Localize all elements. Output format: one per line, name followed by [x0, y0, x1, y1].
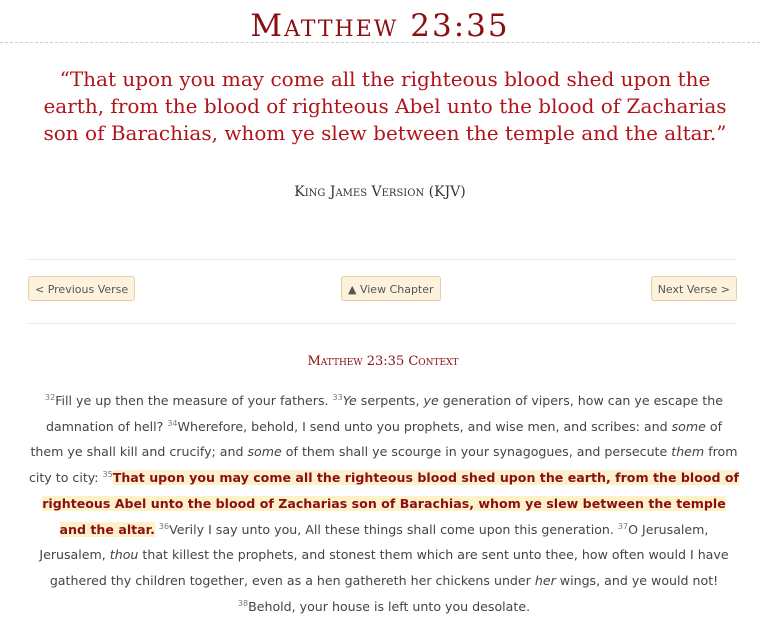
italic-word: her [534, 572, 556, 588]
italic-word: Ye [342, 393, 357, 408]
italic-word: some [671, 418, 706, 434]
verse-number: 36 [158, 521, 170, 531]
verse-text-segment: O Jerusalem, Jerusalem, [39, 521, 709, 563]
nav-divider-bottom [28, 323, 737, 324]
title-divider [0, 42, 760, 43]
verse-quote [40, 66, 730, 147]
italic-word: thou [109, 547, 139, 563]
verse-text-segment: Fill ye up then the measure of your fathers. [55, 393, 333, 408]
verse-number: 37 [617, 521, 629, 531]
italic-word: some [247, 444, 282, 460]
verse-text-segment: from city to city: [28, 444, 738, 486]
verse-text-segment: that killest the prophets, and stonest them which are sent unto thee, how often would I have gathered thy children together, even as a hen gathereth her chickens under [49, 547, 729, 588]
verse-number: 32 [45, 392, 56, 402]
verse-text-segment: wings, and ye would not! [555, 572, 719, 588]
close-quote-mark: ” [716, 121, 727, 145]
verse-number: 33 [332, 392, 343, 402]
context-verse [55, 393, 332, 408]
next-verse-button[interactable]: Next Verse > [651, 276, 737, 301]
verse-text-segment: generation of vipers, how can ye escape the damnation of hell? [45, 393, 723, 434]
verse-text-segment: of them shall ye scourge in your synagogues, and persecute [281, 444, 672, 460]
verse-text-segment: Behold, your house is left unto you desolate. [248, 598, 531, 614]
verse-number: 35 [102, 469, 113, 479]
version-label: King James Version (KJV) [294, 184, 466, 200]
verse-number: 38 [237, 598, 249, 608]
open-quote-mark: “ [59, 67, 70, 91]
italic-word: them [671, 444, 705, 460]
view-chapter-button[interactable]: ▲ View Chapter [341, 276, 441, 301]
verse-text-segment: That upon you may come all the righteous blood shed upon the earth, from the blood of righteous Abel unto the blood of Zacharias son of Barachias, whom ye slew between the temple and the altar. [42, 470, 740, 537]
context-heading: Matthew 23:35 Context [307, 354, 459, 369]
verse-text-segment: Verily I say unto you, All these things shall come upon this generation. [169, 521, 618, 537]
previous-verse-button[interactable]: < Previous Verse [28, 276, 135, 301]
verse-text-segment: Wherefore, behold, I send unto you prophets, and wise men, and scribes: and [177, 418, 672, 434]
context-verse [169, 522, 618, 537]
italic-word: ye [423, 393, 439, 408]
context-verse [248, 599, 530, 614]
verse-text-segment: of them ye shall kill and crucify; and [30, 418, 723, 460]
verse-text: That upon you may come all the righteous blood shed upon the earth, from the blood of righteous Abel unto the blood of Zacharias son of Barachias, whom ye slew between the temple and the altar. [43, 67, 727, 145]
context-passage [28, 388, 740, 619]
verse-number: 34 [167, 418, 178, 428]
verse-text-segment: serpents, [356, 393, 424, 408]
nav-divider-top [28, 259, 737, 260]
page-title: Matthew 23:35 [250, 8, 510, 44]
